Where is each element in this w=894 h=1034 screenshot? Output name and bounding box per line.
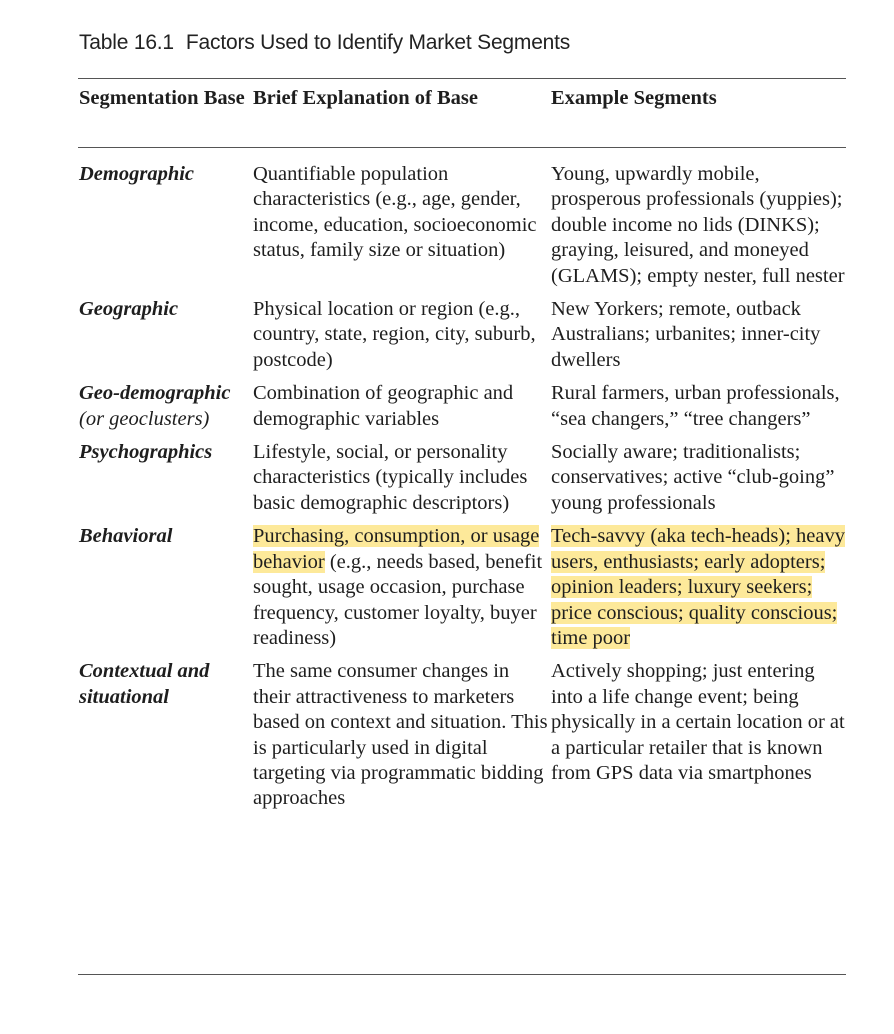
explanation-text: (e.g., needs based, benefit sought, usage occasion, purchase frequency, customer loyalty, buyer readiness) [253,550,543,649]
row-geo-demographic [79,381,846,440]
row-behavioral [79,524,846,659]
base-name: Contextual and situational [79,660,210,708]
bottom-rule [78,974,846,975]
examples-cell: New Yorkers; remote, outback Australians; urbanites; inner-city dwellers [551,298,821,371]
highlighted-text: Tech-savvy (aka tech-heads); heavy users, enthusiasts; early adopters; opinion leaders; luxury seekers; price conscious; quality conscious; time poor [551,525,845,649]
base-cell [79,440,253,524]
base-cell [79,381,253,440]
explanation-cell [253,524,551,659]
explanation-cell: Lifestyle, social, or personality characteristics (typically includes basic demographic descriptors) [253,441,528,514]
examples-cell: Young, upwardly mobile, prosperous professionals (yuppies); double income no lids (DINKS); graying, leisured, and moneyed (GLAMS); empty nester, full nester [551,163,845,287]
examples-cell: Actively shopping; just entering into a life change event; being physically in a certain location or at a particular retailer that is known from GPS data via smartphones [551,660,845,784]
header-example-segments: Example Segments [551,87,717,109]
explanation-cell: Combination of geographic and demographic variables [253,382,514,430]
explanation-cell: Quantifiable population characteristics (e.g., age, gender, income, education, socioeconomic status, family size or situation) [253,163,537,262]
top-rule [78,78,846,79]
base-cell [79,524,253,659]
base-name: Psychographics [79,441,213,464]
row-geographic [79,297,846,381]
base-name: Geo-demographic [79,382,231,405]
explanation-cell: Physical location or region (e.g., country, state, region, city, suburb, postcode) [253,298,536,371]
base-name: Geographic [79,298,179,321]
table-number: Table 16.1 [79,31,174,54]
base-cell [79,148,253,297]
base-subtitle: (or geoclusters) [79,407,210,430]
base-name: Behavioral [79,525,173,548]
header-brief-explanation: Brief Explanation of Base [253,87,478,109]
examples-cell: Rural farmers, urban professionals, “sea changers,” “tree changers” [551,382,840,430]
row-demographic [79,148,846,297]
header-segmentation-base: Segmentation Base [79,87,245,109]
table-title: Factors Used to Identify Market Segments [185,31,571,54]
examples-cell [551,524,846,659]
examples-cell: Socially aware; traditionalists; conservatives; active “club-going” young professionals [551,441,835,514]
base-cell [79,659,253,819]
segments-table [79,86,846,820]
header-row [79,86,846,148]
highlighted-text: Purchasing, consumption, or usage behavior [253,525,540,573]
base-name: Demographic [79,163,195,185]
row-contextual-situational [79,659,846,819]
table-caption [79,31,570,55]
base-cell [79,297,253,381]
explanation-cell: The same consumer changes in their attractiveness to marketers based on context and situation. This is particularly used in digital targeting via programmatic bidding approaches [253,660,548,810]
row-psychographics [79,440,846,524]
